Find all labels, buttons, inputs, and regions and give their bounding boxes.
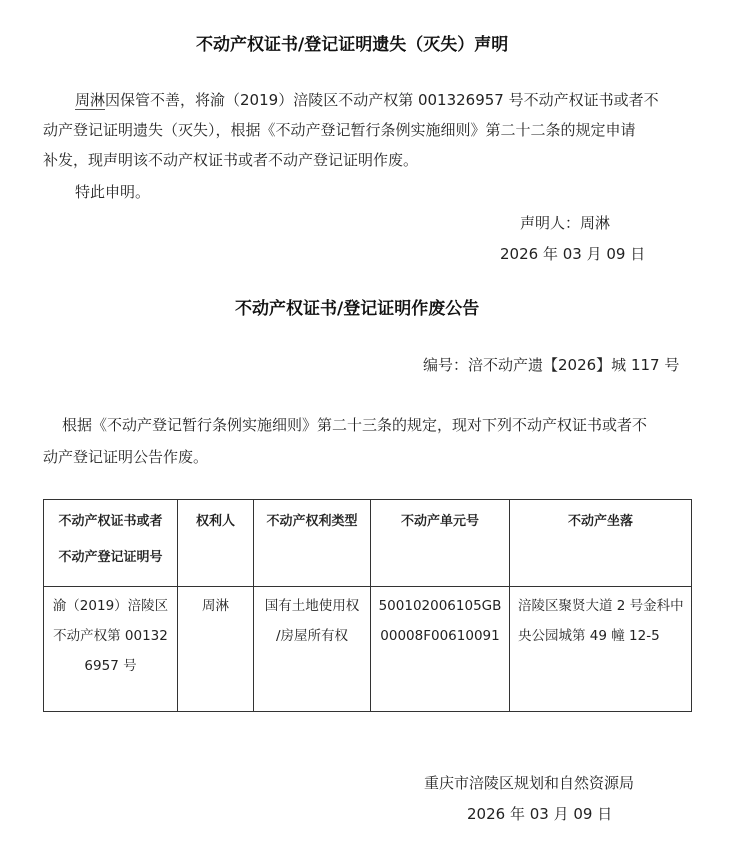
table-header-row <box>44 500 692 587</box>
header-right-type: 不动产权利类型 <box>254 500 371 587</box>
location-line2: 央公园城第 49 幢 12-5 <box>518 628 660 644</box>
declaration-paragraph-line2: 动产登记证明遗失（灭失），根据《不动产登记暂行条例实施细则》第二十二条的规定申请 <box>43 121 636 139</box>
cell-location <box>510 587 692 712</box>
unit-no-line2: 00008F00610091 <box>380 628 500 644</box>
special-note: 特此申明。 <box>75 183 151 201</box>
declarant-name-inline: 周淋 <box>75 91 106 109</box>
cert-line3: 6957 号 <box>84 658 137 674</box>
announcement-paragraph-line2: 动产登记证明公告作废。 <box>43 448 209 466</box>
declaration-date: 2026 年 03 月 09 日 <box>500 245 646 263</box>
declaration-line1-text: 因保管不善，将渝（2019）涪陵区不动产权第 001326957 号不动产权证书或者不 <box>105 91 659 109</box>
cert-line1: 渝（2019）涪陵区 <box>52 598 169 614</box>
right-type-line2: /房屋所有权 <box>275 628 349 644</box>
declaration-paragraph-line3: 补发，现声明该不动产权证书或者不动产登记证明作废。 <box>43 151 419 169</box>
header-cert-line1: 不动产权证书或者 <box>58 514 163 529</box>
unit-no-line1: 500102006105GB <box>378 598 502 614</box>
declarant-signature: 声明人：周淋 <box>520 214 611 232</box>
cell-right-type <box>254 587 371 712</box>
right-type-line1: 国有土地使用权 <box>264 598 360 614</box>
cell-certificate-number <box>44 587 178 712</box>
cert-line2: 不动产权第 00132 <box>53 628 168 644</box>
location-line1: 涪陵区聚贤大道 2 号金科中 <box>518 598 684 614</box>
declaration-title: 不动产权证书/登记证明遗失（灭失）声明 <box>196 35 509 55</box>
announcement-paragraph-line1: 根据《不动产登记暂行条例实施细则》第二十三条的规定，现对下列不动产权证书或者不 <box>62 416 648 434</box>
header-cert-line2: 不动产登记证明号 <box>58 550 163 565</box>
cell-unit-number <box>371 587 510 712</box>
issuer-name: 重庆市涪陵区规划和自然资源局 <box>424 774 635 792</box>
header-unit-number: 不动产单元号 <box>371 500 510 587</box>
void-certificate-table <box>43 499 692 712</box>
announcement-title: 不动产权证书/登记证明作废公告 <box>235 299 480 319</box>
cell-owner: 周淋 <box>178 587 254 712</box>
table-row <box>44 587 692 712</box>
header-location: 不动产坐落 <box>510 500 692 587</box>
announcement-date: 2026 年 03 月 09 日 <box>467 805 613 823</box>
header-owner: 权利人 <box>178 500 254 587</box>
header-certificate-number <box>44 500 178 587</box>
announcement-number: 编号：涪不动产遗【2026】城 117 号 <box>423 356 680 374</box>
declaration-paragraph-line1 <box>75 85 659 115</box>
